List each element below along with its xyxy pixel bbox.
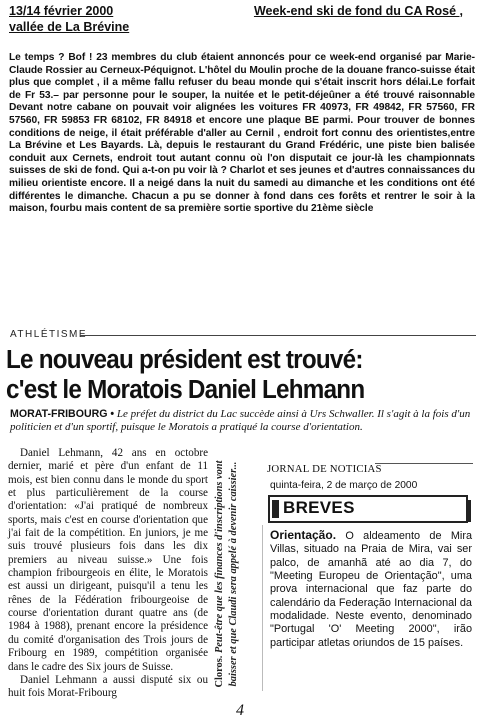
- article-paragraph: Daniel Lehmann, 42 ans en octobre dernier, marié et père d'un enfant de 11 mois, est bien connu dans le monde du sport et plus particulièrement de la course d'orientation: «J'ai pratiqué de nombreux sports, mais c'est en course d'orientation que j'ai fait de la compétition. En juniors, je me suis trouvé plusieurs fois dans les dix premiers au niveau suisse.» Une fois champion fribourgeois en élite, le Moratois est aussi un dirigeant, puisqu'il a tenu les rênes de la Fédération fribourgeoise de course d'orientation durant quatre ans (de 1984 à 1988), prenant encore la présidence du comité d'organisation des Trois jours de Fribourg en 1989, compétition organisée dans le cadre des Six jours de Suisse.: [8, 447, 208, 673]
- brief-keyword: Orientação.: [270, 528, 337, 542]
- brief-body: [270, 529, 472, 650]
- note-text: [213, 458, 257, 690]
- section-label: ATHLÉTISME: [10, 329, 88, 340]
- article-column: [8, 447, 208, 701]
- clipping-title: Week-end ski de fond du CA Rosé ,: [253, 4, 463, 18]
- note-name: Cloros.: [214, 655, 225, 688]
- newspaper-date: quinta-feira, 2 de março de 2000: [270, 480, 418, 491]
- portuguese-clipping: [262, 455, 475, 691]
- article-lead: [10, 408, 472, 434]
- section-banner: [268, 495, 468, 523]
- clipping-body: Le temps ? Bof ! 23 membres du club étaient annoncés pour ce week-end organisé par Marie-Claude Rossier au Cerneux-Péquignot. L'hôtel du Moulin proche de la douane franco-suisse était plus que complet , il a même fallu refuser du beau monde qui s'était inscrit hors délai.Le forfait de Fr 53.– par personne pour le souper, la nuitée et le petit-déjeûner a été trouvé raisonnable Devant notre cabane on pouvait voir alignées les voitures FR 40973, FR 49842, FR 57560, FR 57560, FR 59853 FR 68102, FR 84918 et encore une plaque BE parmi. Pour trouver de bonnes conditions de neige, il était préférable d'aller au Cernil , endroit fort connu des orientistes,entre La Brévine et Les Bayards. Là, depuis le restaurant du Grand Frédéric, une piste bien balisée conduit aux Cernets, endroit tout autant connu où l'on disputait ce jour-là les championnats suisses de ski de fond. Qui a-t-on pu voir là ? Charlot et ses jeunes et d'autres connaissances du milieu orientiste encore. Il a neigé dans la nuit du samedi au dimanche et les conditions ont été différentes le dimanche. Chacun a pu se donner à fond dans ces forêts et rentrer le soir à la maison, fourbu mais content de sa première sortie sportive du 21ème siècle: [9, 52, 475, 215]
- headline-line-2: c'est le Moratois Daniel Lehmann: [6, 376, 365, 404]
- handwritten-note: [213, 458, 257, 690]
- article-headline: [6, 345, 453, 405]
- banner-square-icon: [272, 500, 279, 518]
- brief-text: O aldeamento de Mira Villas, situado na Praia de Mira, vai ser palco, de amanhã até ao dia 7, do "Meeting Europeu de Orientação", uma prova internacional que faz parte do calendário da Federação Internacional da modalidade. Neste evento, denominado "Portugal 'O' Meeting 2000", irão participar atletas oriundos de 15 países.: [270, 530, 472, 649]
- lead-text: Le préfet du district du Lac succède ainsi à Urs Schwaller. Il s'agit à la fois d'un politicien et d'un sportif, puisque le Moratois a pratiqué la course d'orientation.: [10, 408, 471, 433]
- clipping-date: 13/14 février 2000: [9, 4, 114, 18]
- section-banner-title: BREVES: [283, 498, 355, 517]
- note-body: Peut-être que les finances d'inscriptions vont baisser et que Claudi sera appelé à devenir caissier...: [214, 460, 239, 687]
- page-number: 4: [236, 702, 244, 719]
- headline-line-1: Le nouveau président est trouvé:: [6, 346, 363, 374]
- article-paragraph: Daniel Lehmann a aussi disputé six ou huit fois Morat-Fribourg: [8, 673, 208, 700]
- lead-dateline: MORAT-FRIBOURG •: [10, 408, 115, 420]
- newspaper-masthead: JORNAL DE NOTICIAS: [267, 463, 382, 475]
- clipping-subtitle: vallée de La Brévine: [9, 20, 130, 34]
- column-divider: [262, 525, 263, 691]
- clipping-header: [9, 3, 469, 35]
